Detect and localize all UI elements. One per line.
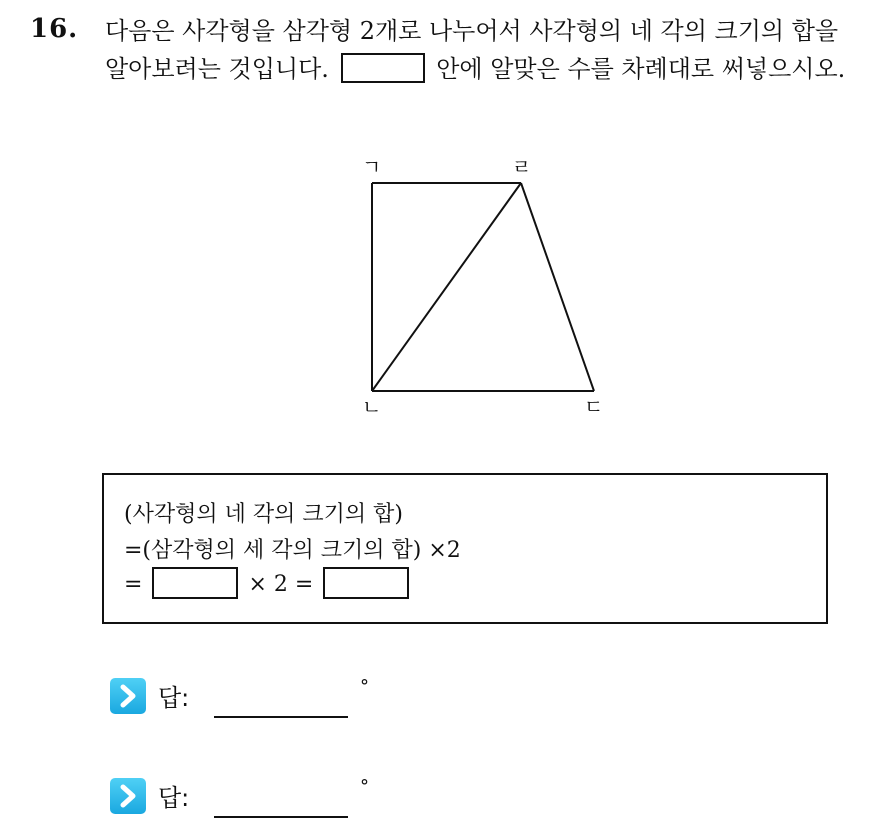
formula-line-3 bbox=[124, 567, 412, 599]
formula-equals: = bbox=[124, 572, 143, 597]
degree-unit: ° bbox=[360, 676, 369, 697]
vertex-label-bottom-left: ㄴ bbox=[362, 395, 382, 419]
quadrilateral-figure bbox=[340, 150, 620, 430]
question-text-line-2 bbox=[105, 53, 845, 84]
arrow-right-icon bbox=[110, 778, 146, 814]
answer-label: 답: bbox=[158, 784, 190, 812]
vertex-label-top-left: ㄱ bbox=[362, 155, 382, 179]
formula-box bbox=[102, 473, 828, 624]
formula-line-2: =(삼각형의 세 각의 크기의 합) ×2 bbox=[124, 538, 461, 563]
question-text-line-2-after: 안에 알맞은 수를 차례대로 써넣으시오. bbox=[436, 55, 846, 83]
formula-times-two: × 2 = bbox=[248, 572, 314, 597]
formula-blank-1[interactable] bbox=[152, 567, 238, 599]
answer-field[interactable] bbox=[214, 716, 348, 718]
question-number: 16. bbox=[30, 14, 79, 44]
arrow-right-icon bbox=[110, 678, 146, 714]
question-text-line-1: 다음은 사각형을 삼각형 2개로 나누어서 사각형의 네 각의 크기의 합을 bbox=[105, 17, 839, 45]
formula-blank-2[interactable] bbox=[323, 567, 409, 599]
diagonal bbox=[372, 183, 521, 391]
inline-blank-box bbox=[341, 53, 425, 83]
vertex-label-bottom-right: ㄷ bbox=[584, 395, 604, 419]
answer-label: 답: bbox=[158, 684, 190, 712]
question-text-line-2-before: 알아보려는 것입니다. bbox=[105, 55, 329, 83]
degree-unit: ° bbox=[360, 776, 369, 797]
vertex-label-top-right: ㄹ bbox=[512, 155, 532, 179]
edge-right bbox=[521, 183, 594, 391]
formula-line-1: (사각형의 네 각의 크기의 합) bbox=[124, 502, 403, 527]
answer-field[interactable] bbox=[214, 816, 348, 818]
